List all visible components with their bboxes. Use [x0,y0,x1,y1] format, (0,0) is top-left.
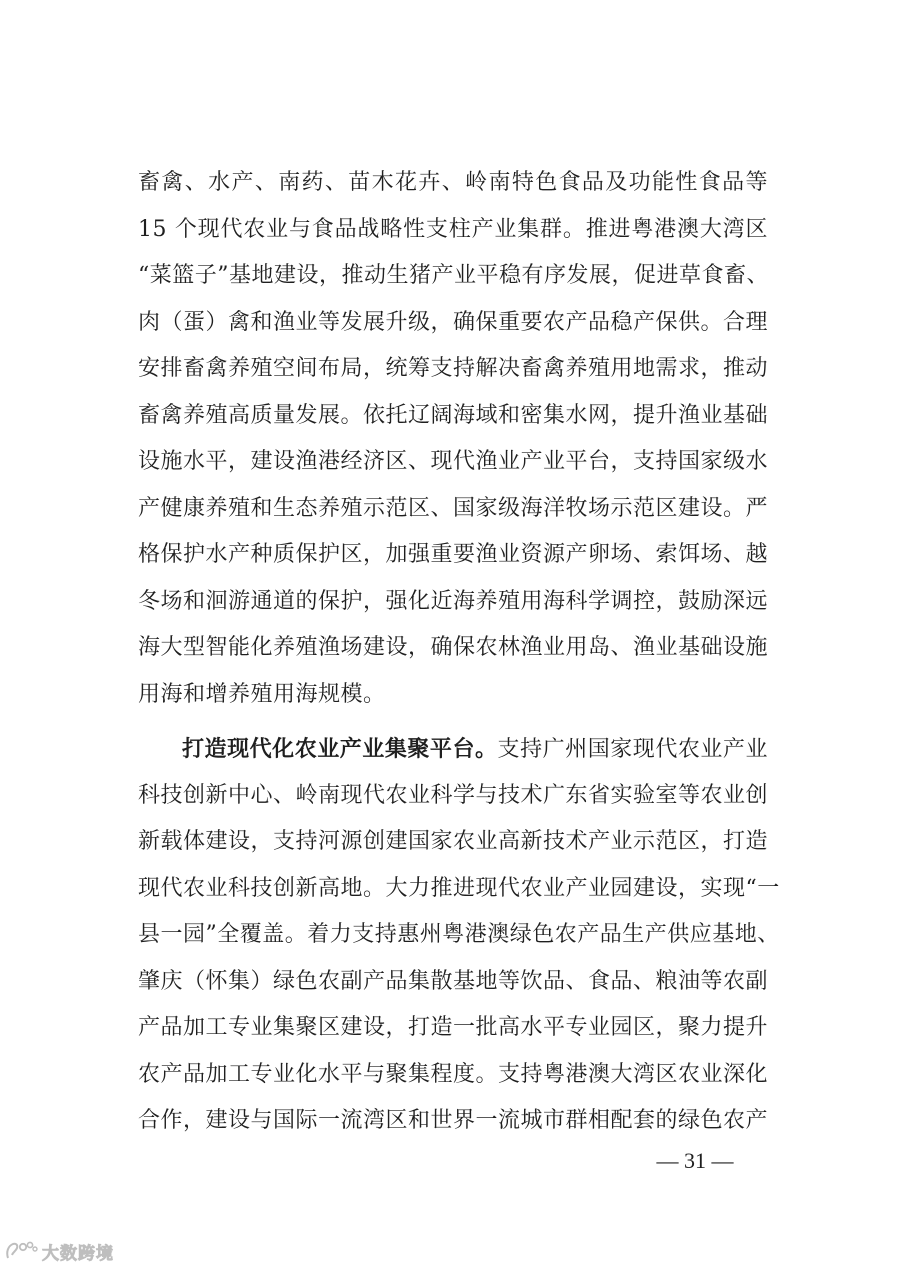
text-line: 产品加工专业集聚区建设，打造一批高水平专业园区，聚力提升 [138,1015,769,1040]
page-number: — 31 — [656,1148,734,1173]
text-line: 畜禽、水产、南药、苗木花卉、岭南特色食品及功能性食品等 [138,170,768,195]
text-line: 用海和增养殖用海规模。 [138,681,386,707]
text-line-rest: 支持广州国家现代农业产业 [497,737,768,762]
watermark [4,1238,114,1264]
text-line: 新载体建设，支持河源创建国家农业高新技术产业示范区，打造 [138,829,769,854]
text-line: 安排畜禽养殖空间布局，统筹支持解决畜禽养殖用地需求，推动 [138,356,769,381]
body-text [138,160,780,1145]
paragraph-heading: 打造现代化农业产业集聚平台。 [182,736,498,762]
text-line: 设施水平，建设渔港经济区、现代渔业产业平台，支持国家级水 [138,449,769,474]
text-line: 海大型智能化养殖渔场建设，确保农林渔业用岛、渔业基础设施 [138,635,769,660]
paragraph-1 [138,160,768,718]
text-line: 肇庆（怀集）绿色农副产品集散基地等饮品、食品、粮油等农副 [138,968,769,994]
paragraph-gap [138,718,768,726]
text-line: 产健康养殖和生态养殖示范区、国家级海洋牧场示范区建设。严 [138,495,769,521]
text-line: 合作，建设与国际一流湾区和世界一流城市群相配套的绿色农产 [138,1108,769,1133]
paragraph-2 [138,726,780,1145]
text-line-first [138,726,768,773]
text-line: 县一园”全覆盖。着力支持惠州粤港澳绿色农产品生产供应基地、 [138,922,780,947]
text-line: 肉（蛋）禽和渔业等发展升级，确保重要农产品稳产保供。合理 [138,309,769,335]
watermark-text: 大数跨境 [42,1243,114,1264]
watermark-logo-icon [4,1240,38,1262]
text-line: 科技创新中心、岭南现代农业科学与技术广东省实验室等农业创 [138,782,769,808]
text-line: 畜禽养殖高质量发展。依托辽阔海域和密集水网，提升渔业基础 [138,402,769,428]
text-line: “菜篮子”基地建设，推动生猪产业平稳有序发展，促进草食畜、 [138,263,769,288]
text-line: 冬场和洄游通道的保护，强化近海养殖用海科学调控，鼓励深远 [138,588,769,614]
text-line: 现代农业科技创新高地。大力推进现代农业产业园建设，实现“一 [138,875,780,901]
text-line: 农产品加工专业化水平与聚集程度。支持粤港澳大湾区农业深化 [138,1061,769,1087]
text-line: 15 个现代农业与食品战略性支柱产业集群。推进粤港澳大湾区 [138,216,768,242]
text-line: 格保护水产种质保护区，加强重要渔业资源产卵场、索饵场、越 [138,542,769,567]
